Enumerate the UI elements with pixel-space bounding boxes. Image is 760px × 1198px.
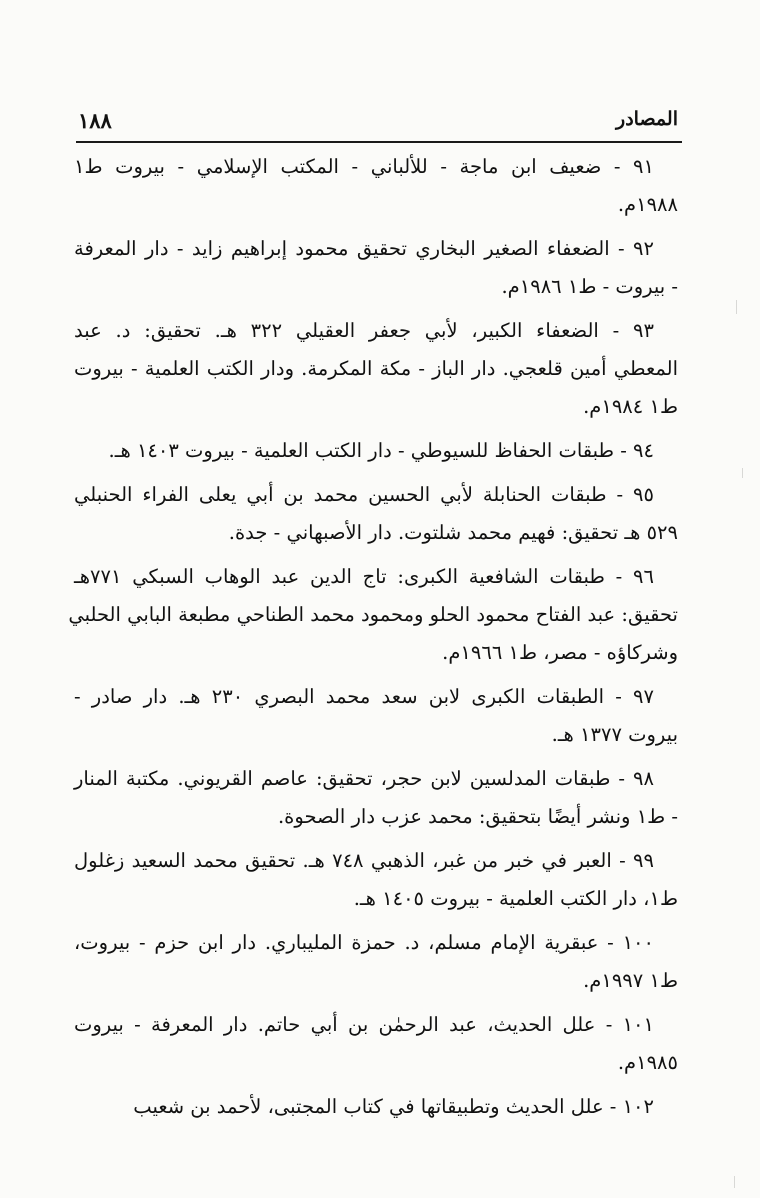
- bibliography-entry: [74, 230, 678, 306]
- entry-line: ٩٢ - الضعفاء الصغير البخاري تحقيق محمود إبراهيم زايد - دار المعرفة: [74, 237, 654, 260]
- entry-line: ٩٧ - الطبقات الكبرى لابن سعد محمد البصري ٢٣٠ هـ. دار صادر -: [74, 685, 654, 708]
- entry-line: ٩١ - ضعيف ابن ماجة - للألباني - المكتب الإسلامي - بيروت ط١: [74, 155, 654, 178]
- running-head-title: المصادر: [616, 108, 678, 130]
- header-rule: [76, 141, 682, 143]
- entry-line: ٩٥ - طبقات الحنابلة لأبي الحسين محمد بن أبي يعلى الفراء الحنبلي: [74, 483, 654, 506]
- entry-line: - بيروت - ط١ ١٩٨٦م.: [501, 275, 678, 298]
- bibliography-entry: [74, 924, 678, 1000]
- entry-line: ١٠٠ - عبقرية الإمام مسلم، د. حمزة المليباري. دار ابن حزم - بيروت،: [74, 931, 654, 954]
- bibliography-entry: [74, 432, 678, 470]
- page-header: [78, 108, 678, 138]
- bibliography-entry: [74, 1006, 678, 1082]
- entry-line: وشركاؤه - مصر، ط١ ١٩٦٦م.: [442, 641, 678, 664]
- entry-line: ٩٣ - الضعفاء الكبير، لأبي جعفر العقيلي ٣٢٢ هـ. تحقيق: د. عبد: [74, 319, 654, 342]
- bibliography-entry: [74, 476, 678, 552]
- entry-line: ط١ ١٩٩٧م.: [583, 969, 678, 992]
- entry-line: ٥٢٩ هـ تحقيق: فهيم محمد شلتوت. دار الأصبهاني - جدة.: [228, 521, 678, 544]
- entry-line: ٩٨ - طبقات المدلسين لابن حجر، تحقيق: عاصم القريوني. مكتبة المنار: [74, 767, 654, 790]
- scan-mark: [736, 300, 737, 314]
- entry-line: - ط١ ونشر أيضًا بتحقيق: محمد عزب دار الصحوة.: [277, 805, 678, 828]
- bibliography-entry: [74, 842, 678, 918]
- scan-mark: [742, 468, 743, 478]
- entry-line: بيروت ١٣٧٧ هـ.: [551, 723, 678, 746]
- entry-line: ٩٤ - طبقات الحفاظ للسيوطي - دار الكتب العلمية - بيروت ١٤٠٣ هـ.: [108, 439, 654, 462]
- entry-line: ١٠١ - علل الحديث، عبد الرحمٰن بن أبي حاتم. دار المعرفة - بيروت: [74, 1013, 654, 1036]
- entry-line: ط١ ١٩٨٤م.: [583, 395, 678, 418]
- entry-line: ١٠٢ - علل الحديث وتطبيقاتها في كتاب المجتبى، لأحمد بن شعيب: [133, 1095, 654, 1118]
- page-number: ١٨٨: [78, 108, 112, 133]
- entry-line: ١٩٨٨م.: [617, 193, 678, 216]
- entry-line: ط١، دار الكتب العلمية - بيروت ١٤٠٥ هـ.: [353, 887, 678, 910]
- bibliography-entry: [74, 1088, 678, 1126]
- bibliography-entry: [68, 558, 678, 672]
- entry-line: ١٩٨٥م.: [617, 1051, 678, 1074]
- bibliography-entry: [74, 678, 678, 754]
- bibliography-entry: [74, 760, 678, 836]
- bibliography-entry: [74, 312, 678, 426]
- entry-line: تحقيق: عبد الفتاح محمود الحلو ومحمود محمد الطناحي مطبعة البابي الحلبي: [68, 603, 678, 626]
- entry-line: ٩٩ - العبر في خبر من غبر، الذهبي ٧٤٨ هـ. تحقيق محمد السعيد زغلول: [74, 849, 654, 872]
- entry-line: ٩٦ - طبقات الشافعية الكبرى: تاج الدين عبد الوهاب السبكي ٧٧١هـ: [74, 565, 654, 588]
- bibliography-entry: [74, 148, 678, 224]
- scan-mark: [734, 1176, 735, 1188]
- bibliography-list: [68, 148, 678, 1132]
- entry-line: المعطي أمين قلعجي. دار الباز - مكة المكرمة. ودار الكتب العلمية - بيروت: [74, 357, 678, 380]
